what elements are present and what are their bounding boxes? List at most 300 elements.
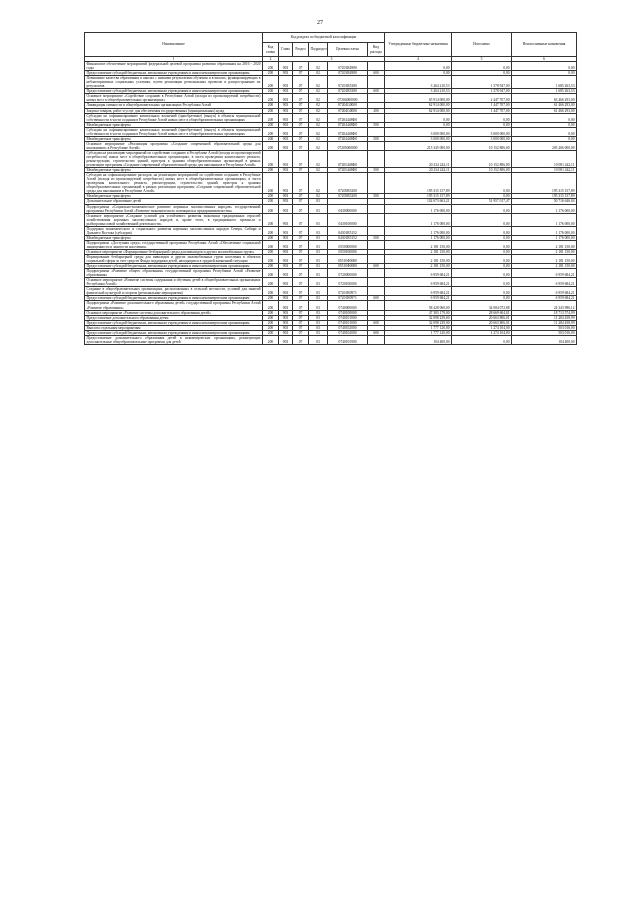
row-name-cell: Субсидии на реализацию мероприятий по содействию созданию в Республике Алтай (исходя из прогнозируемой потребности) новых мест в общеобразовательных организациях, в части проведения капитального ремонта, реконструкции, строительство зданий, пристроя к зданиям общеобразовательных организаций в рамках реализации программы «Создание современной образовательной среды для школьников в Республике Алтай» [86,150,261,168]
row-expense-type-cell: 600 [368,330,385,335]
row-approved-cell: 6 959 684,21 [385,287,452,296]
row-expense-type-cell [368,287,385,296]
row-executed-cell: 28 669 604,01 [452,310,512,315]
row-approved-cell: 0,00 [385,62,452,71]
row-target-article-cell: 07205R5200 [328,173,368,194]
header-code-group: Код раздела по бюджетной классификации [263,33,385,43]
row-subsection-cell: 02 [309,173,328,194]
row-approved-cell: 62 914 000,00 [385,108,452,113]
row-section-cell: 07 [293,213,309,226]
row-unexecuted-cell: 1 176 000,00 [512,204,577,213]
row-subsection-cell: 03 [309,301,328,310]
row-name-cell: Закупка товаров, работ и услуг для обеспечения государственных (муниципальных) нужд [85,108,263,113]
row-name-cell: Повышение качества образования в школах с низкими результатами обучения и в школах, функционирующих в неблагоприятных социальных условиях, путем реализации региональных проектов и распространение их результатов [86,76,261,89]
row-chapter-cell: 903 [279,278,293,287]
row-unexecuted-cell: 104 400,00 [512,335,577,344]
row-name-cell: Субсидии на софинансирование расходов, на реализацию мероприятий по содействию созданию в Республике Алтай (исходя из прогнозируемой потребности) новых мест в общеобразовательных организациях, в части проведения капитального ремонта, реконструкции, строительство зданий, пристроя к зданиям общеобразовательных организаций в рамках реализации программы «Создание современной образовательной среды для школьников в Республике Алтай» [86,173,261,194]
row-code-cell: 200 [263,168,279,173]
row-name-cell: Основное мероприятие «Развитие системы содержания и обучения детей в общеобразовательных организациях Республики Алтай» [86,278,261,287]
row-target-article-cell: 0740100000 [328,310,368,315]
row-name-cell: Межбюджетные трансферты [85,194,263,199]
page-number: 27 [317,20,323,26]
row-unexecuted-cell: 61 466 293,00 [512,108,577,113]
row-chapter-cell: 903 [279,204,293,213]
row-chapter-cell: 903 [279,136,293,141]
row-code-cell: 200 [263,240,279,249]
row-approved-cell: 3 000 000,00 [385,127,452,136]
row-executed-cell: 0,00 [452,264,512,269]
row-executed-cell: 51 957 017,47 [452,199,512,204]
row-name-cell: Поддержка экономического и социального развития коренных малочисленных народов Севера, Сибири и Дальнего Востока (субсидии) [86,226,261,235]
row-target-article-cell: 07204448Ф0 [328,122,368,127]
row-subsection-cell: 03 [309,213,328,226]
row-section-cell: 07 [293,173,309,194]
row-approved-cell: 3 000 000,00 [385,136,452,141]
row-code-cell: 200 [263,335,279,344]
row-executed-cell: 0,00 [452,194,512,199]
row-section-cell: 07 [293,287,309,296]
header-num: 3 [279,57,385,62]
row-section-cell: 07 [293,150,309,167]
row-code-cell: 200 [263,287,279,296]
row-executed-cell: 1 578 947,00 [452,89,512,94]
row-expense-type-cell: 500 [368,194,385,199]
table-row [85,150,577,167]
row-approved-cell: 1 176 000,00 [385,226,452,235]
row-executed-cell: 0,00 [452,296,512,301]
row-section-cell: 07 [293,76,309,89]
row-executed-cell: 10 152 806,00 [452,141,512,150]
row-approved-cell: 0,00 [385,122,452,127]
row-executed-cell: 0,00 [452,287,512,296]
row-target-article-cell: 0720000000 [328,269,368,278]
row-executed-cell: 0,00 [452,255,512,264]
row-approved-cell: 2 181 150,00 [385,240,452,249]
row-unexecuted-cell: 50 716 646,04 [512,199,577,204]
row-code-cell: 200 [263,136,279,141]
row-chapter-cell: 903 [279,199,293,204]
table-row [85,278,577,287]
row-target-article-cell: 0550000000 [328,240,368,249]
table-row [85,213,577,226]
row-executed-cell: 0,00 [452,122,512,127]
header-code-owner: Код главы [263,43,279,57]
row-subsection-cell: 03 [309,310,328,315]
row-expense-type-cell [368,226,385,235]
row-approved-cell: 1 777 120,00 [385,330,452,335]
row-approved-cell: 58 428 060,00 [385,301,452,310]
row-target-article-cell: 07205000000 [328,141,368,150]
row-unexecuted-cell: 11 284 458,99 [512,315,577,320]
row-approved-cell: 2 181 150,00 [385,264,452,269]
row-code-cell: 200 [263,315,279,320]
row-code-cell: 200 [263,255,279,264]
row-code-cell: 200 [263,296,279,301]
row-target-article-cell: 0740101000 [328,315,368,320]
row-unexecuted-cell: 24 343 986,12 [512,301,577,310]
header-num: 6 [512,57,577,62]
row-name-cell: Основное мероприятие «Создание условий для устойчивого развития экономики традиционных отраслей хозяйствования коренных малочисленных народов и, кроме этого, в традиционного промысла и рыбопромысловой хозяйственной деятельности» [86,213,261,226]
row-chapter-cell: 903 [279,62,293,71]
row-section-cell: 07 [293,301,309,310]
row-code-cell: 200 [263,325,279,330]
row-approved-cell: 6 959 684,21 [385,269,452,278]
table-row [85,94,577,103]
row-section-cell: 07 [293,122,309,127]
row-expense-type-cell: 200 [368,108,385,113]
row-chapter-cell: 903 [279,127,293,136]
row-section-cell: 07 [293,103,309,108]
row-chapter-cell: 903 [279,141,293,150]
row-name-cell: Основное мероприятие «Реализация программы «Создание современной образовательной среды для школьников» в Республике Алтай» [86,141,261,150]
row-section-cell: 07 [293,94,309,103]
row-expense-type-cell: 600 [368,296,385,301]
row-chapter-cell: 903 [279,296,293,301]
row-subsection-cell: 03 [309,315,328,320]
row-unexecuted-cell: 503 016,00 [512,330,577,335]
row-code-cell: 200 [263,71,279,76]
row-code-cell: 200 [263,194,279,199]
row-executed-cell: 3 000 000,00 [452,127,512,136]
row-unexecuted-cell: 0,00 [512,136,577,141]
header-expense-type: Вид расхода [368,43,385,57]
row-name-cell: Дополнительное образование детей [85,199,263,204]
row-code-cell: 200 [263,213,279,226]
row-executed-cell: 34 084 072,88 [452,301,512,310]
row-unexecuted-cell: 10 081 442,11 [512,150,577,167]
row-subsection-cell: 02 [309,76,328,89]
header-num: 4 [385,57,452,62]
row-target-article-cell: 0740102000 [328,325,368,330]
row-subsection-cell: 02 [309,194,328,199]
row-expense-type-cell [368,204,385,213]
row-expense-type-cell [368,301,385,310]
row-chapter-cell: 903 [279,71,293,76]
row-section-cell: 07 [293,113,309,122]
row-approved-cell: 32 098 239,00 [385,315,452,320]
row-executed-cell: 1 274 104,00 [452,330,512,335]
header-num: 2 [263,57,279,62]
row-chapter-cell: 903 [279,320,293,325]
row-expense-type-cell [368,76,385,89]
row-subsection-cell: 03 [309,226,328,235]
row-code-cell: 200 [263,62,279,71]
row-unexecuted-cell: 2 181 150,00 [512,264,577,269]
row-subsection-cell: 03 [309,199,328,204]
row-approved-cell: 32 098 239,00 [385,320,452,325]
row-unexecuted-cell: 63 466 293,00 [512,94,577,103]
table-row [85,76,577,89]
table-row [85,113,577,122]
row-section-cell: 07 [293,296,309,301]
row-unexecuted-cell: 2 181 150,00 [512,255,577,264]
row-unexecuted-cell: 1 176 000,00 [512,235,577,240]
row-code-cell: 200 [263,127,279,136]
row-unexecuted-cell: 2 181 150,00 [512,240,577,249]
row-code-cell: 200 [263,199,279,204]
row-approved-cell: 195 315 157,89 [385,194,452,199]
row-unexecuted-cell: 6 959 684,21 [512,287,577,296]
row-executed-cell: 0,00 [452,335,512,344]
row-executed-cell: 2 447 707,00 [452,94,512,103]
row-subsection-cell: 02 [309,108,328,113]
row-expense-type-cell: 500 [368,122,385,127]
table-row [85,335,577,344]
row-chapter-cell: 903 [279,269,293,278]
row-unexecuted-cell: 0,00 [512,62,577,71]
row-unexecuted-cell: 195 315 157,89 [512,173,577,194]
row-target-article-cell: 05510Ф0000 [328,264,368,269]
row-chapter-cell: 903 [279,235,293,240]
header-num: 1 [85,57,263,62]
table-row [85,240,577,249]
row-expense-type-cell [368,127,385,136]
row-name-cell: Предоставление субсидий бюджетным, автономным учреждениям и иным некоммерческим организациям [85,89,263,94]
row-target-article-cell: 04301R5152 [328,235,368,240]
row-subsection-cell: 03 [309,325,328,330]
row-executed-cell: 0,00 [452,269,512,278]
row-subsection-cell: 02 [309,122,328,127]
row-code-cell: 200 [263,150,279,167]
header-unexecuted: Неисполненные назначения [512,33,577,57]
row-executed-cell: 0,00 [452,173,512,194]
row-chapter-cell: 903 [279,76,293,89]
header-section: Раздел [293,43,309,57]
row-name-cell: Предоставление субсидий бюджетным, автономным учреждениям и иным некоммерческим организациям [85,264,263,269]
row-approved-cell: 0,00 [385,113,452,122]
row-chapter-cell: 903 [279,194,293,199]
row-unexecuted-cell: 1 176 000,00 [512,213,577,226]
row-subsection-cell: 03 [309,287,328,296]
row-name-cell: Ликвидация сменности в общеобразовательных организациях Республики Алтай [85,103,263,108]
row-code-cell: 200 [263,278,279,287]
row-code-cell: 200 [263,249,279,254]
row-expense-type-cell [368,278,385,287]
row-executed-cell: 0,00 [452,240,512,249]
row-name-cell: Подпрограмма «Социально-экономическое развитие коренных малочисленных народов» государственной программы Республики Алтай «Развитие экономического потенциала и предпринимательства» [86,204,261,213]
row-section-cell: 07 [293,240,309,249]
row-name-cell: Выплата отдельным мероприятиям [85,325,263,330]
row-name-cell: Подпрограмма «Развитие дополнительного образования детей» государственной программы Республики Алтай «Развитие образования» [86,301,261,310]
row-subsection-cell: 02 [309,89,328,94]
row-executed-cell: 10 152 806,00 [452,150,512,167]
row-expense-type-cell [368,213,385,226]
row-target-article-cell: 07201R5380 [328,76,368,89]
row-approved-cell: 1 176 000,00 [385,204,452,213]
row-name-cell: Межбюджетные трансферты [85,122,263,127]
row-code-cell: 200 [263,113,279,122]
row-target-article-cell: 07204448Ф0 [328,127,368,136]
row-subsection-cell: 03 [309,335,328,344]
row-approved-cell: 1 176 000,00 [385,235,452,240]
row-section-cell: 07 [293,199,309,204]
row-unexecuted-cell: 503 016,00 [512,325,577,330]
row-section-cell: 07 [293,269,309,278]
row-section-cell: 07 [293,136,309,141]
row-section-cell: 07 [293,325,309,330]
row-name-cell: Основное мероприятие «Содействие созданию в Республике Алтай (исходя из прогнозируемой потребности) новых мест в общеобразовательных организациях» [86,94,261,103]
row-chapter-cell: 903 [279,240,293,249]
row-chapter-cell: 903 [279,330,293,335]
row-subsection-cell: 02 [309,71,328,76]
row-name-cell: Подпрограмма «Развитие общего образования» государственной программы Республики Алтай «Развитие образования» [86,269,261,278]
row-expense-type-cell [368,255,385,264]
row-unexecuted-cell: 11 284 458,99 [512,320,577,325]
row-code-cell: 200 [263,76,279,89]
row-target-article-cell: 07201R0971 [328,287,368,296]
row-name-cell: Основное мероприятие «Формирование безбарьерной среды для инвалидов и других маломобильных групп» [85,249,263,254]
row-section-cell: 07 [293,330,309,335]
row-expense-type-cell: 600 [368,89,385,94]
row-code-cell: 200 [263,301,279,310]
row-target-article-cell: 0430100000 [328,213,368,226]
row-subsection-cell: 03 [309,264,328,269]
row-chapter-cell: 903 [279,255,293,264]
row-chapter-cell: 903 [279,264,293,269]
row-section-cell: 07 [293,204,309,213]
row-expense-type-cell [368,113,385,122]
row-unexecuted-cell: 1 176 000,00 [512,226,577,235]
row-target-article-cell: 07205448Ф0 [328,150,368,167]
row-chapter-cell: 903 [279,249,293,254]
row-executed-cell: 1 274 104,00 [452,325,512,330]
table-row [85,173,577,194]
budget-table [84,32,577,345]
row-subsection-cell: 03 [309,204,328,213]
row-code-cell: 200 [263,103,279,108]
row-subsection-cell: 03 [309,240,328,249]
row-expense-type-cell [368,141,385,150]
row-name-cell: Финансовое обеспечение мероприятий федеральной целевой программы развития образования на 2016 - 2020 годы [86,62,261,71]
row-section-cell: 07 [293,278,309,287]
row-subsection-cell: 03 [309,296,328,301]
row-chapter-cell: 903 [279,122,293,127]
row-section-cell: 07 [293,310,309,315]
row-code-cell: 200 [263,320,279,325]
row-target-article-cell: 0550100000 [328,249,368,254]
row-unexecuted-cell: 6 959 684,21 [512,278,577,287]
row-target-article-cell: 07201R0971 [328,296,368,301]
row-chapter-cell: 903 [279,213,293,226]
row-chapter-cell: 903 [279,315,293,320]
row-subsection-cell: 03 [309,320,328,325]
table-body [85,62,577,345]
row-unexecuted-cell: 0,00 [512,127,577,136]
row-subsection-cell: 03 [309,330,328,335]
row-subsection-cell: 02 [309,136,328,141]
row-target-article-cell: 07204000000 [328,94,368,103]
row-section-cell: 07 [293,62,309,71]
row-section-cell: 07 [293,89,309,94]
table-row [85,287,577,296]
row-target-article-cell: 07204448Ф0 [328,113,368,122]
row-subsection-cell: 02 [309,113,328,122]
table-header [85,33,577,62]
row-name-cell: Межбюджетные трансферты [85,136,263,141]
row-unexecuted-cell: 10 081 442,11 [512,168,577,173]
row-unexecuted-cell: 2 181 150,00 [512,249,577,254]
row-expense-type-cell [368,94,385,103]
row-section-cell: 07 [293,249,309,254]
table-row [85,226,577,235]
row-executed-cell: 1 447 707,00 [452,103,512,108]
row-unexecuted-cell: 61 466 293,00 [512,103,577,108]
row-expense-type-cell: 500 [368,168,385,173]
row-expense-type-cell: 600 [368,71,385,76]
row-approved-cell: 6 959 684,21 [385,278,452,287]
row-code-cell: 200 [263,226,279,235]
row-executed-cell: 0,00 [452,62,512,71]
row-section-cell: 07 [293,315,309,320]
row-expense-type-cell [368,150,385,167]
row-section-cell: 07 [293,108,309,113]
row-target-article-cell: 07205448Ф0 [328,168,368,173]
row-name-cell: Субсидии на софинансирование капитальных вложений (приобретение) (выкуп) в объекты муниципальной собственности в части создания в Республике Алтай новых мест в общеобразовательных организациях [86,113,261,122]
header-approved: Утвержденные бюджетные назначения [385,33,452,57]
row-expense-type-cell [368,269,385,278]
row-name-cell: Предоставление субсидий бюджетным, автономным учреждениям и иным некоммерческим организациям [85,330,263,335]
row-executed-cell: 0,00 [452,249,512,254]
row-subsection-cell: 02 [309,103,328,108]
row-approved-cell: 2 181 150,00 [385,249,452,254]
table-row [85,62,577,71]
row-code-cell: 200 [263,264,279,269]
row-approved-cell: 47 383 179,00 [385,310,452,315]
row-unexecuted-cell: 1 685 263,53 [512,89,577,94]
row-target-article-cell: 05510Ф0000 [328,255,368,264]
row-chapter-cell: 903 [279,103,293,108]
row-chapter-cell: 903 [279,301,293,310]
row-name-cell: Предоставление субсидий бюджетным, автономным учреждениям и иным некоммерческим организациям [85,71,263,76]
row-approved-cell: 3 264 210,53 [385,76,452,89]
row-section-cell: 07 [293,127,309,136]
row-expense-type-cell [368,173,385,194]
table-row [85,269,577,278]
row-executed-cell: 20 663 806,01 [452,315,512,320]
row-chapter-cell: 903 [279,89,293,94]
row-section-cell: 07 [293,255,309,264]
row-unexecuted-cell: 0,00 [512,122,577,127]
row-section-cell: 07 [293,194,309,199]
row-name-cell: Подпрограмма «Доступная среда» государственной программы Республики Алтай «Обеспечение социальной защищенности и занятости населения» [86,240,261,249]
header-subsection: Подраздел [309,43,328,57]
row-section-cell: 07 [293,226,309,235]
row-chapter-cell: 903 [279,113,293,122]
row-section-cell: 07 [293,141,309,150]
row-name-cell: Создание в общеобразовательных организациях, расположенных в сельской местности, условий для занятий физической культурой и спортом (региональные мероприятия) [86,287,261,296]
row-executed-cell: 1 447 707,00 [452,108,512,113]
row-target-article-cell: 0430000000 [328,204,368,213]
row-subsection-cell: 02 [309,168,328,173]
row-executed-cell: 0,00 [452,235,512,240]
row-chapter-cell: 903 [279,287,293,296]
row-approved-cell: 0,00 [385,71,452,76]
row-code-cell: 200 [263,235,279,240]
row-executed-cell: 0,00 [452,113,512,122]
row-chapter-cell: 903 [279,310,293,315]
row-name-cell: Предоставление субсидий бюджетным, автономным учреждениям и иным некоммерческим организациям [85,296,263,301]
row-subsection-cell: 03 [309,235,328,240]
row-section-cell: 07 [293,168,309,173]
row-approved-cell: 104 400,00 [385,335,452,344]
row-code-cell: 200 [263,269,279,278]
row-expense-type-cell [368,335,385,344]
row-subsection-cell: 02 [309,150,328,167]
row-executed-cell: 1 578 947,00 [452,76,512,89]
row-target-article-cell: 07204448Ф0 [328,136,368,141]
row-target-article-cell: 07204G0000 [328,108,368,113]
header-target-article: Целевая статья [328,43,368,57]
